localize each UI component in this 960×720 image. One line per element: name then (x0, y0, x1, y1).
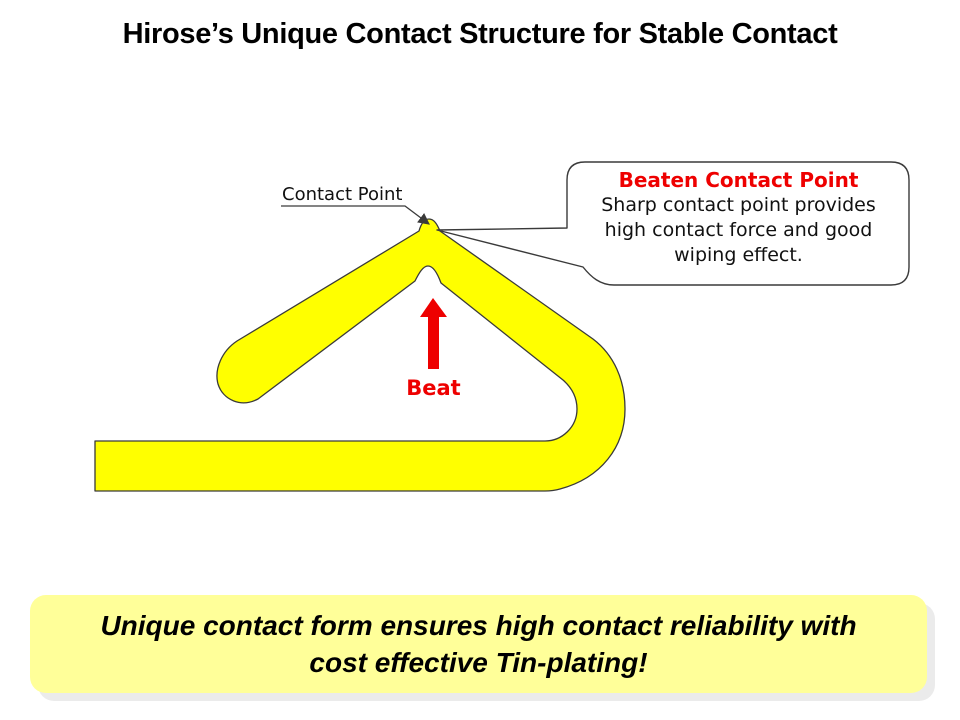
callout-body-line: Sharp contact point provides (601, 194, 876, 216)
conclusion-banner (30, 595, 927, 693)
contact-spring-shape (95, 219, 625, 491)
callout-heading: Beaten Contact Point (618, 168, 859, 192)
banner-line: Unique contact form ensures high contact reliability with (100, 610, 857, 641)
contact-point-label: Contact Point (282, 184, 403, 205)
beat-arrow-icon (420, 298, 447, 369)
banner-line: cost effective Tin-plating! (309, 647, 648, 678)
beat-label: Beat (406, 376, 461, 400)
contact-point-leader-arrow-icon (281, 206, 429, 224)
callout-body-line: wiping effect. (674, 244, 803, 266)
callout-body-line: high contact force and good (604, 219, 873, 241)
page-title: Hirose’s Unique Contact Structure for Stable Contact (122, 18, 838, 50)
callout-text-block (568, 167, 909, 268)
